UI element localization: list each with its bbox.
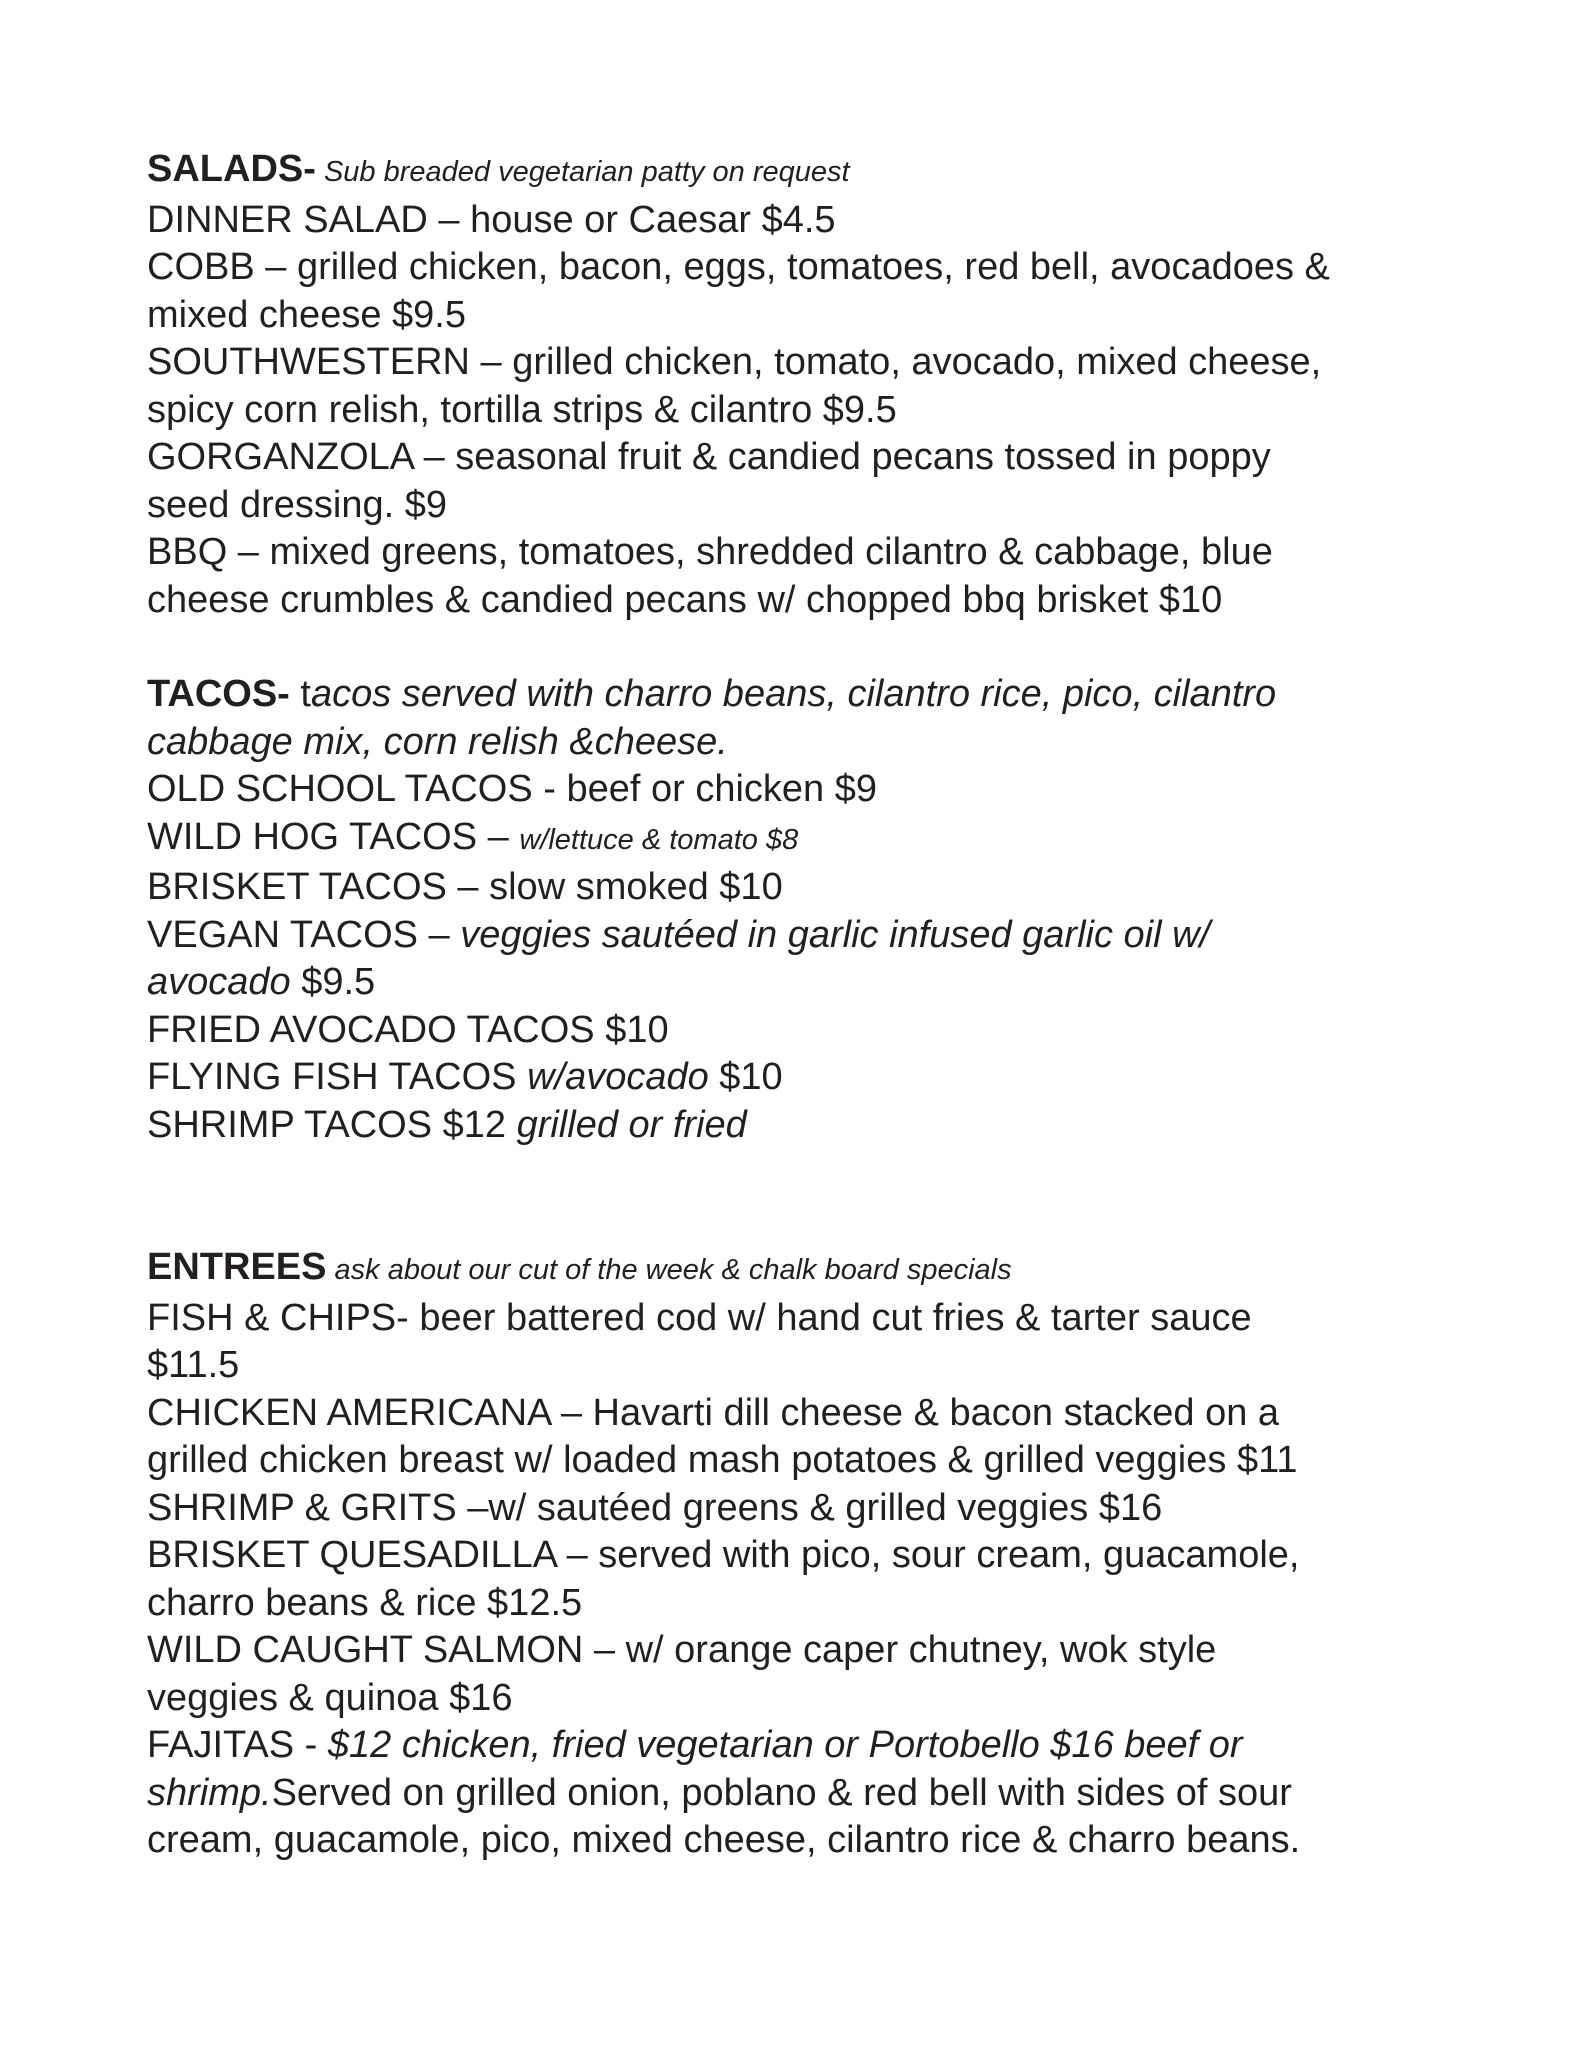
menu-item-line xyxy=(147,1770,1447,1818)
vegan-price: $9.5 xyxy=(290,961,376,1003)
menu-item-line: SHRIMP & GRITS –w/ sautéed greens & grilled veggies $16 xyxy=(147,1486,1163,1529)
menu-item-line: grilled chicken breast w/ loaded mash potatoes & grilled veggies $11 xyxy=(147,1439,1298,1481)
vegan-desc: veggies sautéed in garlic infused garlic oil w/ xyxy=(460,913,1211,956)
wild-hog-name: WILD HOG TACOS – xyxy=(147,815,520,858)
menu-item-line: FRIED AVOCADO TACOS $10 xyxy=(147,1008,669,1051)
menu-item-line: BRISKET TACOS – slow smoked $10 xyxy=(147,866,783,908)
section-spacer xyxy=(147,1149,1447,1244)
menu-item-line: OLD SCHOOL TACOS - beef or chicken $9 xyxy=(147,768,878,810)
menu-item-line xyxy=(147,814,1447,865)
flying-fish-price: $10 xyxy=(708,1056,783,1098)
shrimp-tacos-note: grilled or fried xyxy=(516,1103,747,1146)
menu-item-line: WILD CAUGHT SALMON – w/ orange caper chutney, wok style xyxy=(147,1629,1217,1671)
menu-item-line: COBB – grilled chicken, bacon, eggs, tomatoes, red bell, avocadoes & xyxy=(147,246,1330,288)
fajitas-prices: $12 chicken, fried vegetarian or Portobello $16 beef or xyxy=(327,1724,1243,1766)
menu-item-line: $11.5 xyxy=(147,1344,240,1386)
vegan-name: VEGAN TACOS – xyxy=(147,913,461,956)
menu-item-line xyxy=(147,1722,1447,1770)
tacos-note-start: t xyxy=(289,673,311,715)
tacos-heading: TACOS- xyxy=(147,673,290,715)
menu-item-line xyxy=(147,912,1447,960)
menu-item-line: FISH & CHIPS- beer battered cod w/ hand cut fries & tarter sauce xyxy=(147,1296,1252,1339)
tacos-note: acos served with charro beans, cilantro rice, pico, cilantro xyxy=(310,673,1277,715)
flying-fish-name: FLYING FISH TACOS xyxy=(147,1056,528,1098)
fajitas-shrimp: shrimp. xyxy=(147,1771,272,1814)
vegan-desc-2: avocado xyxy=(147,961,291,1003)
menu-item-line: SOUTHWESTERN – grilled chicken, tomato, avocado, mixed cheese, xyxy=(147,341,1322,383)
wild-hog-note: w/lettuce & tomato $8 xyxy=(519,823,799,856)
fajitas-served: Served on grilled onion, poblano & red bell with sides of sour xyxy=(271,1771,1292,1814)
shrimp-tacos-name: SHRIMP TACOS $12 xyxy=(147,1103,517,1146)
menu-item-line: BBQ – mixed greens, tomatoes, shredded cilantro & cabbage, blue xyxy=(147,531,1273,573)
salads-section xyxy=(147,146,1447,624)
menu-item-line: GORGANZOLA – seasonal fruit & candied pecans tossed in poppy xyxy=(147,436,1271,478)
tacos-heading-line xyxy=(147,671,1447,719)
entrees-heading-line xyxy=(147,1244,1447,1295)
salads-note: Sub breaded vegetarian patty on request xyxy=(315,156,850,188)
menu-item-line: CHICKEN AMERICANA – Havarti dill cheese & bacon stacked on a xyxy=(147,1391,1280,1434)
menu-item-line: seed dressing. $9 xyxy=(147,483,447,526)
menu-item-line: cheese crumbles & candied pecans w/ chopped bbq brisket $10 xyxy=(147,578,1223,621)
salads-heading: SALADS- xyxy=(147,148,316,190)
salads-heading-line xyxy=(147,146,1447,197)
menu-item-line xyxy=(147,1054,1447,1102)
section-spacer xyxy=(147,624,1447,671)
menu-item-line: cream, guacamole, pico, mixed cheese, cilantro rice & charro beans. xyxy=(147,1819,1301,1861)
entrees-heading: ENTREES xyxy=(147,1246,327,1288)
menu-item-line xyxy=(147,1102,1447,1150)
tacos-note-line-2: cabbage mix, corn relish &cheese. xyxy=(147,720,728,763)
menu-item-line: BRISKET QUESADILLA – served with pico, sour cream, guacamole, xyxy=(147,1534,1300,1576)
menu-item-line: mixed cheese $9.5 xyxy=(147,293,466,336)
menu-item-line xyxy=(147,959,1447,1007)
fajitas-name: FAJITAS - xyxy=(147,1724,328,1766)
menu-item-line: spicy corn relish, tortilla strips & cilantro $9.5 xyxy=(147,388,897,431)
menu-item-line: DINNER SALAD – house or Caesar $4.5 xyxy=(147,198,836,241)
menu-item-line: veggies & quinoa $16 xyxy=(147,1676,513,1719)
menu-page xyxy=(147,146,1447,1865)
flying-fish-note: w/avocado xyxy=(527,1056,709,1098)
entrees-section xyxy=(147,1244,1447,1865)
tacos-section xyxy=(147,671,1447,1149)
entrees-note: ask about our cut of the week & chalk board specials xyxy=(326,1254,1012,1286)
menu-item-line: charro beans & rice $12.5 xyxy=(147,1581,583,1624)
